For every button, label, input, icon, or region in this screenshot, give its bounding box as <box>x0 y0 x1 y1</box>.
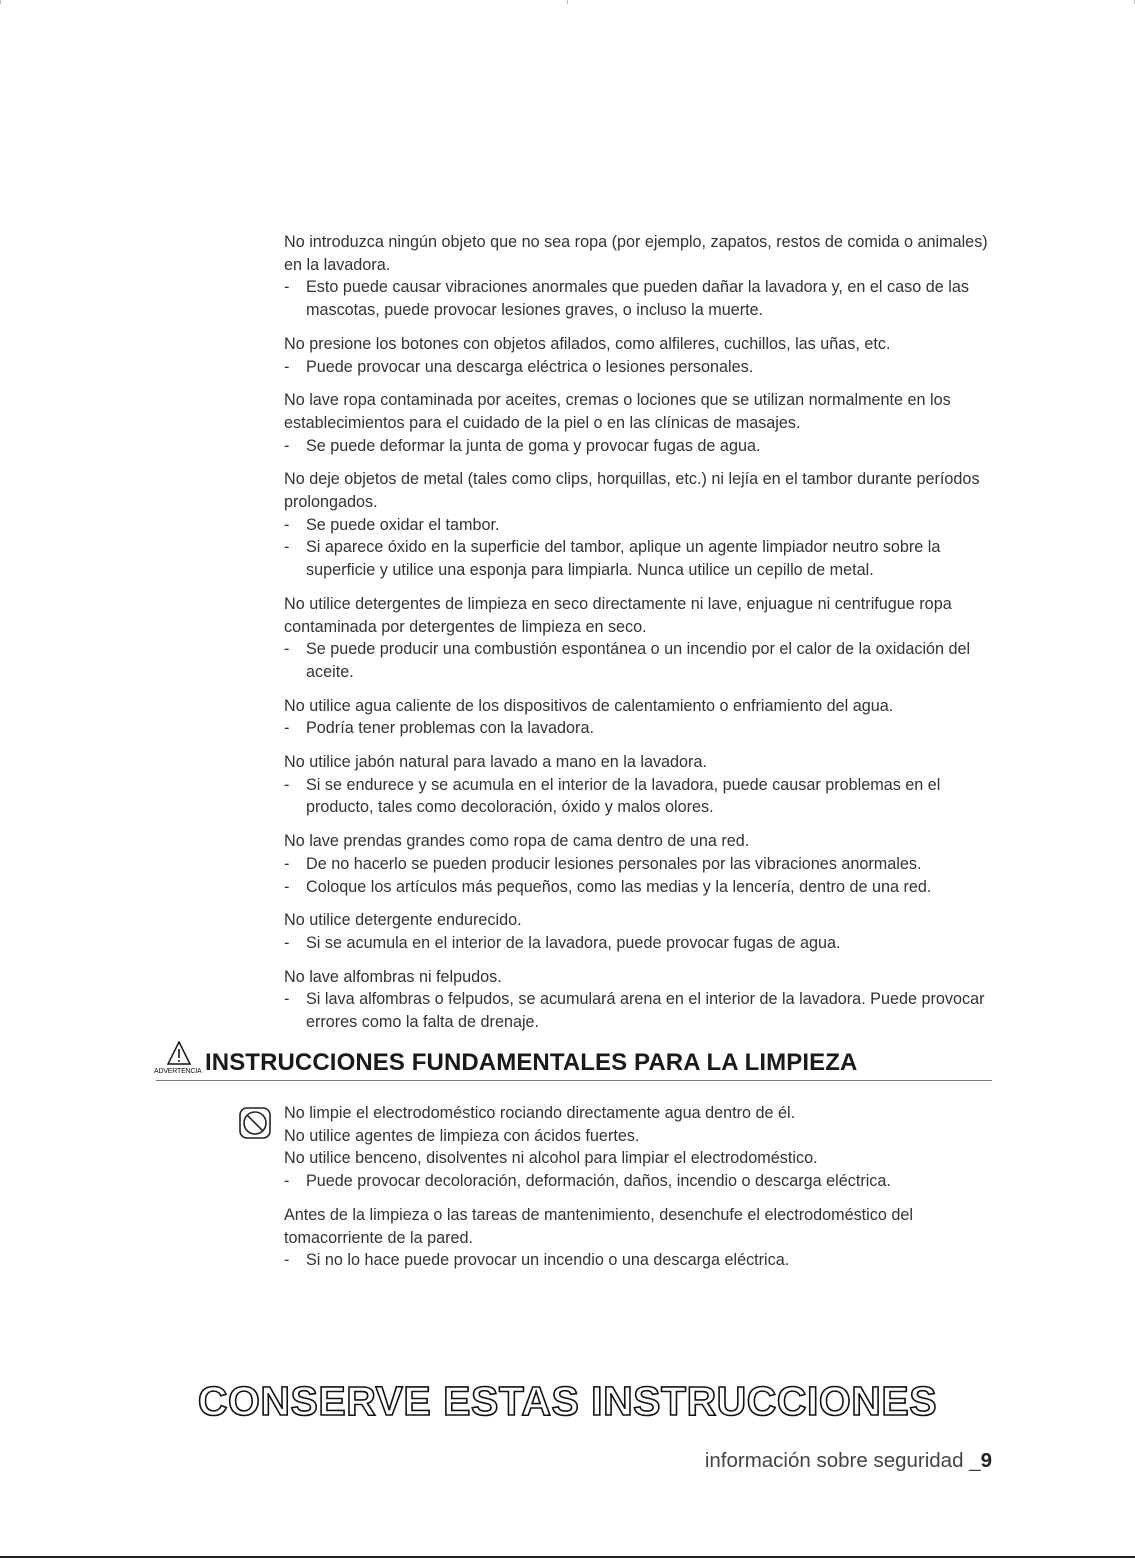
precaution-item <box>284 231 996 322</box>
bottom-rule <box>0 1556 1135 1558</box>
precaution-item <box>284 333 996 378</box>
precaution-bullet: - Si aparece óxido en la superficie del tambor, aplique un agente limpiador neutro sobre la superficie y utilice una esponja para limpiarla. Nunca utilice un cepillo de metal. <box>284 536 996 581</box>
cleaning-text: No utilice benceno, disolventes ni alcohol para limpiar el electrodoméstico. <box>284 1149 818 1168</box>
precaution-item <box>284 909 996 954</box>
warning-icon <box>156 1040 202 1080</box>
precaution-text: No lave ropa contaminada por aceites, cremas o lociones que se utilizan normalmente en los establecimientos para el cuidado de la piel o en las clínicas de masajes. <box>284 391 951 432</box>
precaution-text: No presione los botones con objetos afilados, como alfileres, cuchillos, las uñas, etc. <box>284 334 891 353</box>
precaution-text: No introduzca ningún objeto que no sea ropa (por ejemplo, zapatos, restos de comida o animales) en la lavadora. <box>284 233 988 274</box>
precaution-item <box>284 966 996 1034</box>
precautions-list <box>284 231 996 1045</box>
precaution-item <box>284 468 996 582</box>
precaution-text: No utilice detergentes de limpieza en seco directamente ni lave, enjuague ni centrifugue ropa contaminada por detergentes de limpieza en seco. <box>284 594 952 636</box>
warning-label: ADVERTENCIA <box>154 1068 202 1075</box>
precaution-item <box>284 593 996 684</box>
page-footer <box>705 1449 992 1473</box>
precaution-bullet: - Se puede deformar la junta de goma y provocar fugas de agua. <box>284 435 996 458</box>
precaution-item <box>284 695 996 740</box>
top-crop-marks <box>0 0 1135 4</box>
precaution-bullet: - Coloque los artículos más pequeños, como las medias y la lencería, dentro de una red. <box>284 876 996 899</box>
cleaning-item <box>284 1102 996 1193</box>
precaution-bullet: - Si lava alfombras o felpudos, se acumulará arena en el interior de la lavadora. Puede provocar errores como la falta de drenaje. <box>284 988 996 1033</box>
cleaning-section-header <box>156 1040 992 1081</box>
precaution-bullet: - Si se endurece y se acumula en el interior de la lavadora, puede causar problemas en el producto, tales como decoloración, óxido y malos olores. <box>284 774 996 819</box>
precaution-item <box>284 830 996 898</box>
precaution-bullet: - Puede provocar una descarga eléctrica o lesiones personales. <box>284 356 996 379</box>
precaution-item <box>284 751 996 819</box>
precaution-bullet: - Si se acumula en el interior de la lavadora, puede provocar fugas de agua. <box>284 932 996 955</box>
prohibited-icon <box>238 1106 272 1140</box>
precaution-bullet: - De no hacerlo se pueden producir lesiones personales por las vibraciones anormales. <box>284 853 996 876</box>
save-instructions-title: CONSERVE ESTAS INSTRUCCIONES <box>197 1378 938 1424</box>
page-label: información sobre seguridad _ <box>704 1449 981 1472</box>
precaution-text: No utilice jabón natural para lavado a mano en la lavadora. <box>284 753 707 772</box>
cleaning-instructions <box>284 1102 996 1283</box>
cleaning-item <box>284 1204 996 1272</box>
precaution-item <box>284 389 996 457</box>
precaution-bullet: - Se puede oxidar el tambor. <box>284 514 996 537</box>
precaution-text: No lave prendas grandes como ropa de cama dentro de una red. <box>284 832 750 851</box>
page-number: 9 <box>980 1449 992 1472</box>
cleaning-bullet: - Puede provocar decoloración, deformación, daños, incendio o descarga eléctrica. <box>284 1170 996 1193</box>
precaution-text: No lave alfombras ni felpudos. <box>284 967 502 986</box>
precaution-text: No utilice detergente endurecido. <box>284 911 522 930</box>
section-title: INSTRUCCIONES FUNDAMENTALES PARA LA LIMPIEZA <box>205 1049 858 1076</box>
precaution-text: No deje objetos de metal (tales como clips, horquillas, etc.) ni lejía en el tambor durante períodos prolongados. <box>284 470 980 512</box>
precaution-bullet: - Se puede producir una combustión espontánea o un incendio por el calor de la oxidación del aceite. <box>284 638 996 683</box>
precaution-text: No utilice agua caliente de los dispositivos de calentamiento o enfriamiento del agua. <box>284 696 894 715</box>
precaution-bullet: - Podría tener problemas con la lavadora. <box>284 717 996 740</box>
cleaning-text: Antes de la limpieza o las tareas de mantenimiento, desenchufe el electrodoméstico del tomacorriente de la pared. <box>284 1205 913 1247</box>
cleaning-text: No limpie el electrodoméstico rociando directamente agua dentro de él. <box>284 1104 796 1122</box>
cleaning-text: No utilice agentes de limpieza con ácidos fuertes. <box>284 1126 640 1145</box>
cleaning-bullet: - Si no lo hace puede provocar un incendio o una descarga eléctrica. <box>284 1249 996 1272</box>
precaution-bullet: - Esto puede causar vibraciones anormales que pueden dañar la lavadora y, en el caso de las mascotas, puede provocar lesiones graves, o incluso la muerte. <box>284 276 996 321</box>
